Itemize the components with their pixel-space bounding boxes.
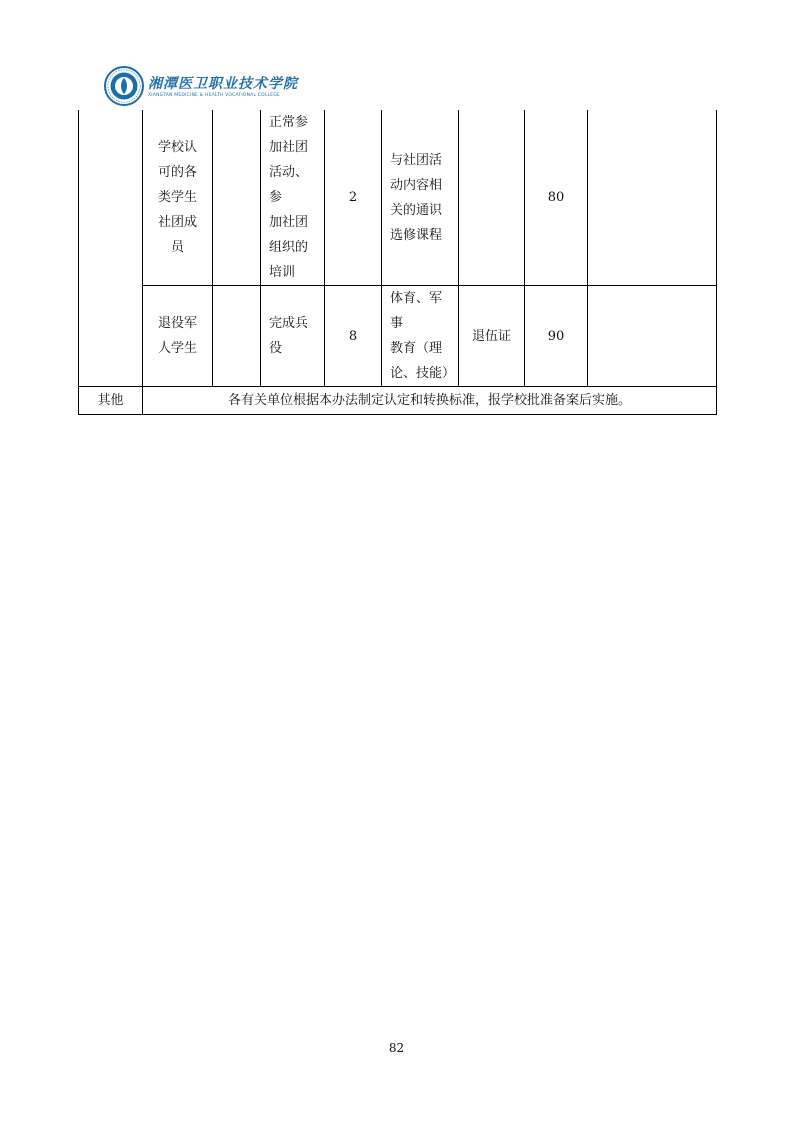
certificate-cell: 退伍证: [471, 328, 511, 344]
category-cell: 学校认 可的各 类学生 社团成 员: [157, 140, 197, 255]
college-seal-icon: [104, 66, 144, 106]
credit-conversion-table: [78, 110, 717, 415]
table-row: [79, 387, 717, 415]
requirement-cell: 正常参 加社团 活动、参 加社团 组织的 培训: [269, 115, 309, 280]
other-text: 各有关单位根据本办法制定认定和转换标准，报学校批准备案后实施。: [227, 393, 631, 408]
credits-cell: 2: [348, 190, 358, 205]
table-row: [79, 110, 717, 286]
score-cell: 90: [547, 328, 565, 344]
page-number: 82: [388, 1041, 405, 1055]
score-cell: 80: [547, 190, 565, 205]
logo-english-name: XIANGTAN MEDICINE & HEALTH VOCATIONAL COLLEGE: [148, 93, 281, 98]
note-cell: [588, 286, 717, 387]
college-logo: [104, 66, 298, 110]
other-label: 其他: [97, 393, 124, 408]
requirement-cell: 完成兵 役: [269, 316, 309, 356]
merged-left-cell: [79, 110, 143, 387]
certificate-cell: [459, 110, 525, 286]
category-cell: 退役军 人学生: [157, 316, 197, 356]
course-cell: 与社团活 动内容相 关的通识 选修课程: [390, 152, 443, 243]
table-row: [79, 286, 717, 387]
note-cell: [588, 110, 717, 286]
course-cell: 体育、军事 教育（理 论、技能）: [390, 291, 456, 381]
empty-cell: [213, 286, 261, 387]
logo-chinese-name: 湘潭医卫职业技术学院: [148, 76, 298, 92]
credits-cell: 8: [348, 328, 358, 344]
empty-cell: [213, 110, 261, 286]
